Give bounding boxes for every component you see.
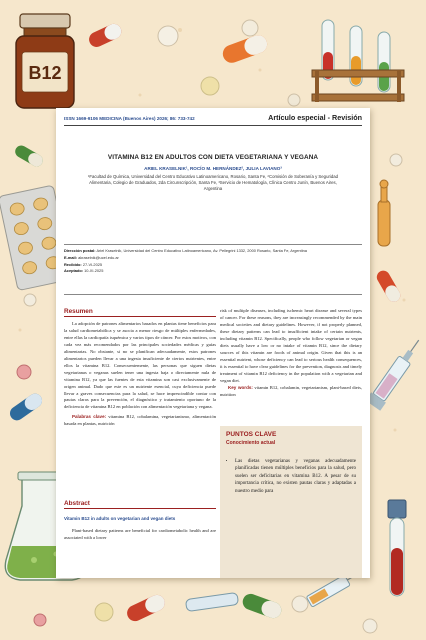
key-points-box — [220, 426, 362, 578]
article-title: VITAMINA B12 EN ADULTOS CON DIETA VEGETARIANA Y VEGANA — [107, 154, 319, 161]
capsule-icon — [374, 268, 402, 304]
article-authors: ARIEL KRASELNIK¹, ROCÍO M. HERNÁNDEZ², JULIA LAVIANO³ — [144, 166, 282, 171]
bottle-label: B12 — [28, 63, 62, 83]
abstract-keywords — [220, 385, 362, 399]
section-label: Artículo especial - Revisión — [268, 113, 362, 122]
capsule-icon — [87, 21, 124, 49]
email-link[interactable]: akraselnik@ucel.edu.ar — [78, 254, 119, 260]
key-points-list — [226, 458, 356, 495]
capsule-icon — [7, 391, 45, 423]
resumen-keywords-label: Palabras clave: — [72, 414, 107, 420]
postal-address: Ariel Kraselnik, Universidad del Centro Educativo Latinoamericano, Av. Pellegrini 1332, 2000 Rosario, Santa Fe, Argentina — [96, 248, 307, 253]
abstract-body-right — [220, 308, 362, 399]
resumen-keywords — [64, 414, 216, 428]
divider — [64, 294, 362, 295]
accepted-label: Aceptado: — [64, 268, 84, 274]
article-page — [56, 108, 370, 578]
capsule-icon — [240, 592, 283, 621]
received-date: 27-VI-2025 — [82, 261, 103, 267]
b12-bottle-icon — [16, 14, 74, 108]
correspondence-block — [64, 248, 362, 275]
resumen-text: La adopción de patrones alimentarios basados en plantas tiene beneficios para la salud cardiometabólica y se asocia a menor riesgo de múltiples enfermedades, entre ellas la cardiopatía isquémica y varios tipos de cáncer. Por estos motivos, con cada vez más recomendados por las principales sociedades médicas y guías alimentarias. No obstante, si no se planifican adecuadamente, estos patrones alimentarios pueden llevar a una ingesta insuficiente de ciertos nutrientes, entre ellos la vitamina B12. Consecuentemente, las personas que siguen dietas vegetarianas o veganas suelen tener una ingesta baja o directamente nula de vitamina B12, ya que las fuentes de esta vitamina son casi exclusivamente de origen animal. Dado que este es un nutriente esencial, cuya deficiencia puede llevar a graves consecuencias para la salud, se hace imprescindible contar con pautas claras para la prevención, el diagnóstico y tratamiento oportuno de la deficiencia de vitamina B12 en población con alimentación vegetariana y vegana. — [64, 321, 216, 410]
capsule-icon — [13, 143, 45, 168]
key-point-item: • Las dietas vegetarianas y veganas adecuadamente planificadas tienen múltiples beneficios para la salud, pero suelen ser deficitarias en vitamina B12. A pesar de su importancia crítica, no existen pautas claras y adaptadas a nuestro medio para — [235, 458, 356, 495]
capsule-icon — [124, 592, 167, 623]
abstract-english-title: Vitamin B12 in adults on vegetarian and vegan diets — [64, 516, 176, 521]
postal-label: Dirección postal: — [64, 248, 96, 253]
test-tubes-icon — [312, 20, 404, 102]
abstract-heading: Abstract — [64, 500, 216, 509]
email-label: E-mail: — [64, 254, 77, 260]
author-affiliations: ¹Facultad de Química, Universidad del Centro Educativo Latinoamericano, Rosario, Santa Fe, ²Comisión de Soberanía y Seguridad Alimentaria, Colegio de Graduados, 2da Circunscripción, Santa Fe, ³Servicio de Hematología, Clínica Centro Junín, Buenos Aires, Argentina — [87, 174, 339, 192]
key-points-subheading: Conocimiento actual — [226, 440, 276, 446]
resumen-keywords-text: vitamina B12, cobalamina, vegetarianismo, alimentación basada en plantas, nutrición — [64, 414, 216, 427]
syringe-icon — [365, 335, 426, 411]
resumen-heading: Resumen — [64, 308, 216, 317]
abstract-body-left — [64, 528, 216, 542]
blood-tube-icon — [388, 500, 406, 596]
key-points-heading: PUNTOS CLAVE — [226, 431, 277, 438]
journal-citation: ISSN 1669-9106 MEDICINA (Buenos Aires) 2026; 86: 733-742 — [64, 116, 195, 121]
capsule-icon — [220, 33, 269, 66]
abstract-keywords-label: Key words: — [228, 385, 253, 391]
abstract-keywords-text: vitamin B12, cobalamin, vegetarianism, plant-based diets, nutrition — [220, 385, 362, 398]
accepted-date: 10-XI-2025 — [84, 268, 104, 274]
abstract-text-left: Plant-based dietary patterns are beneficial for cardiometabolic health and are associated with a lower — [64, 528, 216, 540]
received-label: Recibido: — [64, 261, 82, 267]
header-rule — [64, 125, 362, 126]
abstract-text-right: risk of multiple diseases, including ischemic heart disease and several types of cancer. For these reasons, they are increasingly recommended by the main medical societies and dietary guidelines. However, if not properly planned, these dietary patterns can lead to insufficient intake of certain nutrients, including vitamin B12. Specifically, people who follow vegetarian or vegan diets usually have a low or no intake of vitamin B12, since the dietary sources of this vitamin are foods of animal origin. Given that this is an essential nutrient, whose deficiency can lead to serious health consequences, it is essential to have clear guidelines for the prevention, diagnosis and timely treatment of vitamin B12 deficiency in the population with a vegetarian and vegan diet. — [220, 308, 362, 383]
resumen-body — [64, 321, 216, 428]
ampoule-icon — [378, 180, 390, 246]
ampoule-icon — [185, 592, 238, 611]
divider — [64, 244, 362, 245]
